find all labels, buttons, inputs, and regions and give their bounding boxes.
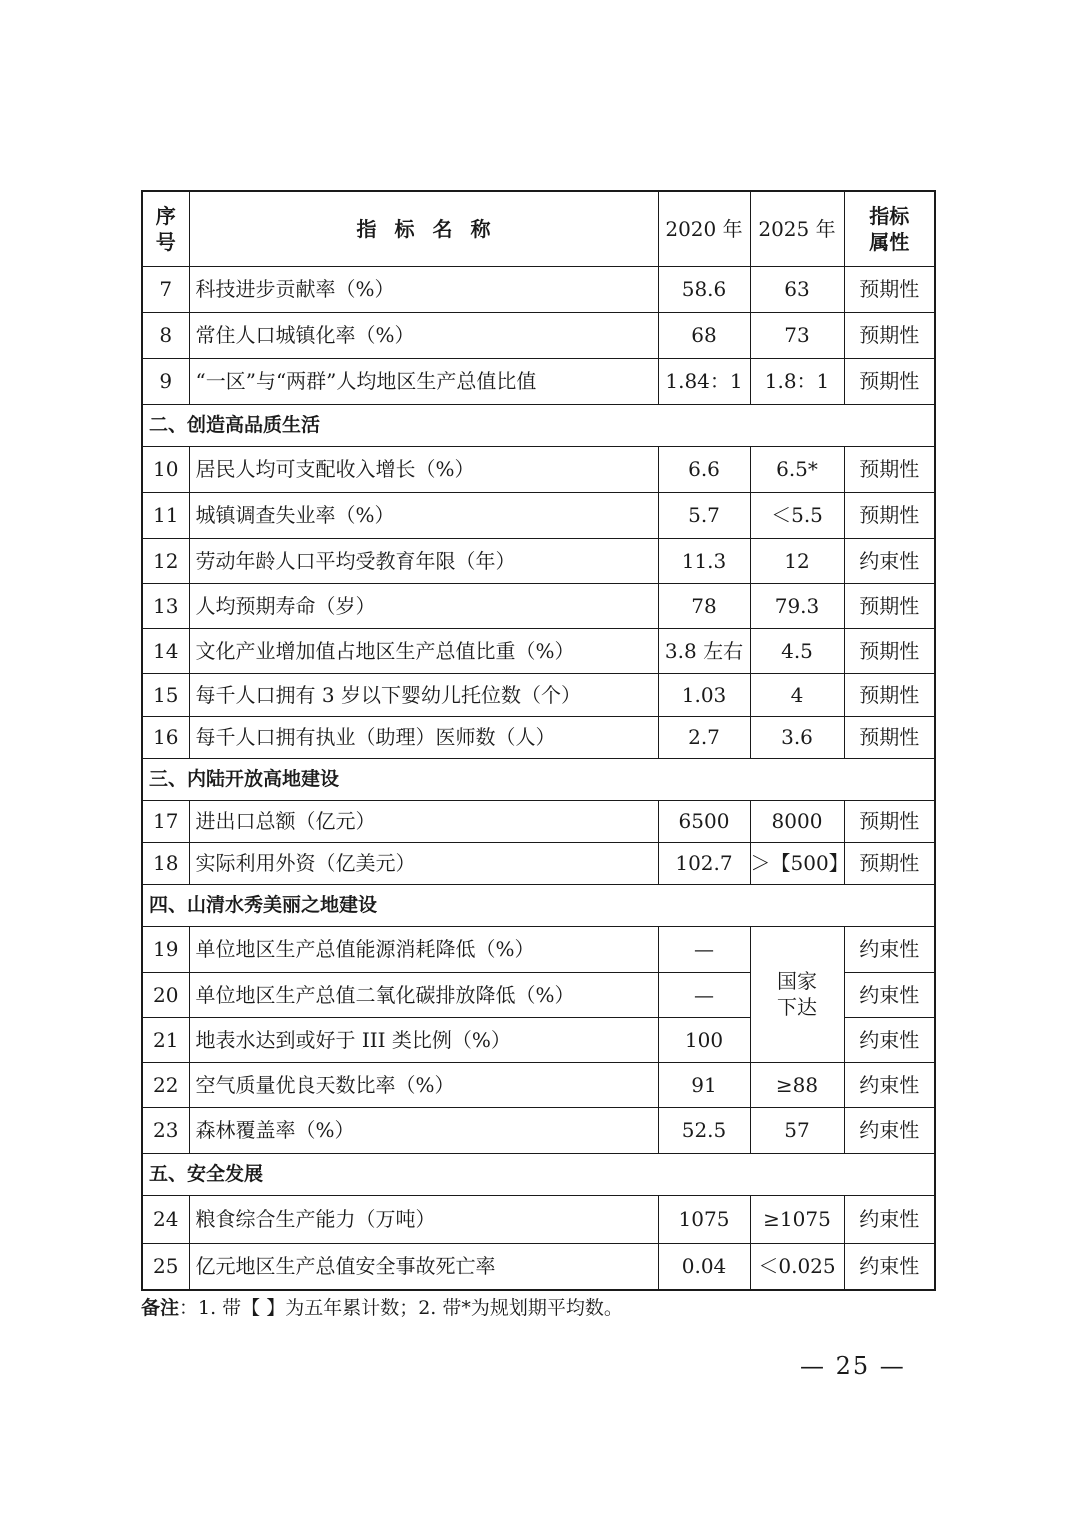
header-seq: [142, 191, 189, 266]
row-attr: 预期性: [844, 358, 935, 404]
row-2025: 4: [750, 673, 844, 716]
row-name: 单位地区生产总值二氧化碳排放降低（%）: [189, 972, 658, 1017]
row-2025: ≥88: [750, 1062, 844, 1107]
row-no: 21: [142, 1017, 189, 1062]
row-name: 亿元地区生产总值安全事故死亡率: [189, 1243, 658, 1290]
row-name: 科技进步贡献率（%）: [189, 266, 658, 312]
section-row: [142, 1153, 935, 1195]
row-name: 空气质量优良天数比率（%）: [189, 1062, 658, 1107]
row-name: 每千人口拥有 3 岁以下婴幼儿托位数（个）: [189, 673, 658, 716]
row-no: 15: [142, 673, 189, 716]
row-2020: 6.6: [658, 446, 750, 492]
header-seq-line1: 序: [155, 203, 176, 228]
row-name: 每千人口拥有执业（助理）医师数（人）: [189, 716, 658, 758]
row-2020: 1.03: [658, 673, 750, 716]
table-row: [142, 673, 935, 716]
table-row: [142, 800, 935, 842]
row-2025: 57: [750, 1107, 844, 1153]
row-name: 单位地区生产总值能源消耗降低（%）: [189, 926, 658, 972]
footnote-text: ：1. 带【 】为五年累计数；2. 带*为规划期平均数。: [179, 1297, 623, 1319]
table-row: [142, 358, 935, 404]
row-2025: 63: [750, 266, 844, 312]
row-no: 24: [142, 1195, 189, 1243]
table-row: [142, 266, 935, 312]
row-name: 实际利用外资（亿美元）: [189, 842, 658, 884]
row-2020: 91: [658, 1062, 750, 1107]
row-name: 地表水达到或好于 III 类比例（%）: [189, 1017, 658, 1062]
section-title-2: 二、创造高品质生活: [142, 404, 935, 446]
row-2025: ＞【500】: [750, 842, 844, 884]
row-no: 25: [142, 1243, 189, 1290]
merged-2025-line2: 下达: [777, 995, 817, 1019]
row-attr: 约束性: [844, 1243, 935, 1290]
row-attr: 预期性: [844, 492, 935, 538]
row-name: 城镇调查失业率（%）: [189, 492, 658, 538]
row-attr: 预期性: [844, 673, 935, 716]
row-no: 20: [142, 972, 189, 1017]
header-2025: 2025 年: [750, 191, 844, 266]
row-no: 11: [142, 492, 189, 538]
table-row: [142, 446, 935, 492]
row-no: 12: [142, 538, 189, 583]
row-2020: 68: [658, 312, 750, 358]
row-2020: 100: [658, 1017, 750, 1062]
row-name: 文化产业增加值占地区生产总值比重（%）: [189, 628, 658, 673]
row-2025: 3.6: [750, 716, 844, 758]
row-attr: 预期性: [844, 583, 935, 628]
row-no: 13: [142, 583, 189, 628]
row-2020: 3.8 左右: [658, 628, 750, 673]
row-no: 19: [142, 926, 189, 972]
table-row: [142, 1195, 935, 1243]
row-attr: 约束性: [844, 1107, 935, 1153]
row-attr: 预期性: [844, 716, 935, 758]
row-name: 粮食综合生产能力（万吨）: [189, 1195, 658, 1243]
table-footnote: [141, 1293, 623, 1320]
header-attr-line1: 指标: [869, 203, 910, 228]
row-attr: 预期性: [844, 800, 935, 842]
row-2020: 102.7: [658, 842, 750, 884]
row-name: 居民人均可支配收入增长（%）: [189, 446, 658, 492]
header-seq-line2: 号: [155, 229, 176, 254]
row-2020: 1.84：1: [658, 358, 750, 404]
row-2025: 12: [750, 538, 844, 583]
row-name: 劳动年龄人口平均受教育年限（年）: [189, 538, 658, 583]
section-row: [142, 404, 935, 446]
row-2020: 11.3: [658, 538, 750, 583]
section-title-5: 五、安全发展: [142, 1153, 935, 1195]
row-name: 进出口总额（亿元）: [189, 800, 658, 842]
table-header-row: [142, 191, 935, 266]
header-name-char: 标: [394, 216, 415, 241]
row-attr: 约束性: [844, 1195, 935, 1243]
row-attr: 预期性: [844, 446, 935, 492]
row-no: 18: [142, 842, 189, 884]
row-attr: 约束性: [844, 1017, 935, 1062]
row-no: 17: [142, 800, 189, 842]
row-attr: 预期性: [844, 842, 935, 884]
table-row: [142, 1062, 935, 1107]
indicator-table: [141, 190, 936, 1291]
row-attr: 约束性: [844, 1062, 935, 1107]
row-2025: 1.8：1: [750, 358, 844, 404]
row-no: 9: [142, 358, 189, 404]
row-no: 23: [142, 1107, 189, 1153]
page-number: — 25 —: [800, 1352, 906, 1380]
row-2020: 1075: [658, 1195, 750, 1243]
table-row: [142, 1107, 935, 1153]
header-name-char: 称: [470, 216, 491, 241]
row-2020: —: [658, 972, 750, 1017]
row-no: 10: [142, 446, 189, 492]
row-attr: 约束性: [844, 972, 935, 1017]
row-2020: 58.6: [658, 266, 750, 312]
section-row: [142, 758, 935, 800]
row-2020: 5.7: [658, 492, 750, 538]
row-no: 7: [142, 266, 189, 312]
section-row: [142, 884, 935, 926]
row-name: 森林覆盖率（%）: [189, 1107, 658, 1153]
header-name-char: 指: [356, 216, 377, 241]
row-attr: 预期性: [844, 312, 935, 358]
table-row: [142, 583, 935, 628]
row-2020: 0.04: [658, 1243, 750, 1290]
row-no: 8: [142, 312, 189, 358]
row-2025: 79.3: [750, 583, 844, 628]
row-no: 14: [142, 628, 189, 673]
row-2020: 2.7: [658, 716, 750, 758]
section-title-4: 四、山清水秀美丽之地建设: [142, 884, 935, 926]
row-name: “一区”与“两群”人均地区生产总值比值: [189, 358, 658, 404]
row-2020: 52.5: [658, 1107, 750, 1153]
footnote-label: 备注: [141, 1297, 180, 1319]
row-2020: —: [658, 926, 750, 972]
header-attr-line2: 属性: [869, 229, 910, 254]
row-2025: ≥1075: [750, 1195, 844, 1243]
row-2025: 8000: [750, 800, 844, 842]
row-2020: 78: [658, 583, 750, 628]
section-title-3: 三、内陆开放高地建设: [142, 758, 935, 800]
table-row: [142, 492, 935, 538]
table-row: [142, 538, 935, 583]
table-row: [142, 842, 935, 884]
row-no: 22: [142, 1062, 189, 1107]
row-2025: 6.5*: [750, 446, 844, 492]
header-indicator-name: [189, 191, 658, 266]
table-row: [142, 1243, 935, 1290]
table-row: [142, 926, 935, 972]
header-attribute: [844, 191, 935, 266]
row-attr: 预期性: [844, 266, 935, 312]
row-no: 16: [142, 716, 189, 758]
row-2025: 4.5: [750, 628, 844, 673]
row-attr: 约束性: [844, 538, 935, 583]
row-2020: 6500: [658, 800, 750, 842]
table-row: [142, 716, 935, 758]
merged-2025-cell: [750, 926, 844, 1062]
table-row: [142, 312, 935, 358]
row-2025: ＜0.025: [750, 1243, 844, 1290]
row-attr: 约束性: [844, 926, 935, 972]
header-name-char: 名: [432, 216, 453, 241]
row-attr: 预期性: [844, 628, 935, 673]
row-2025: 73: [750, 312, 844, 358]
table-row: [142, 628, 935, 673]
merged-2025-line1: 国家: [777, 969, 817, 993]
row-name: 常住人口城镇化率（%）: [189, 312, 658, 358]
row-2025: ＜5.5: [750, 492, 844, 538]
row-name: 人均预期寿命（岁）: [189, 583, 658, 628]
header-2020: 2020 年: [658, 191, 750, 266]
